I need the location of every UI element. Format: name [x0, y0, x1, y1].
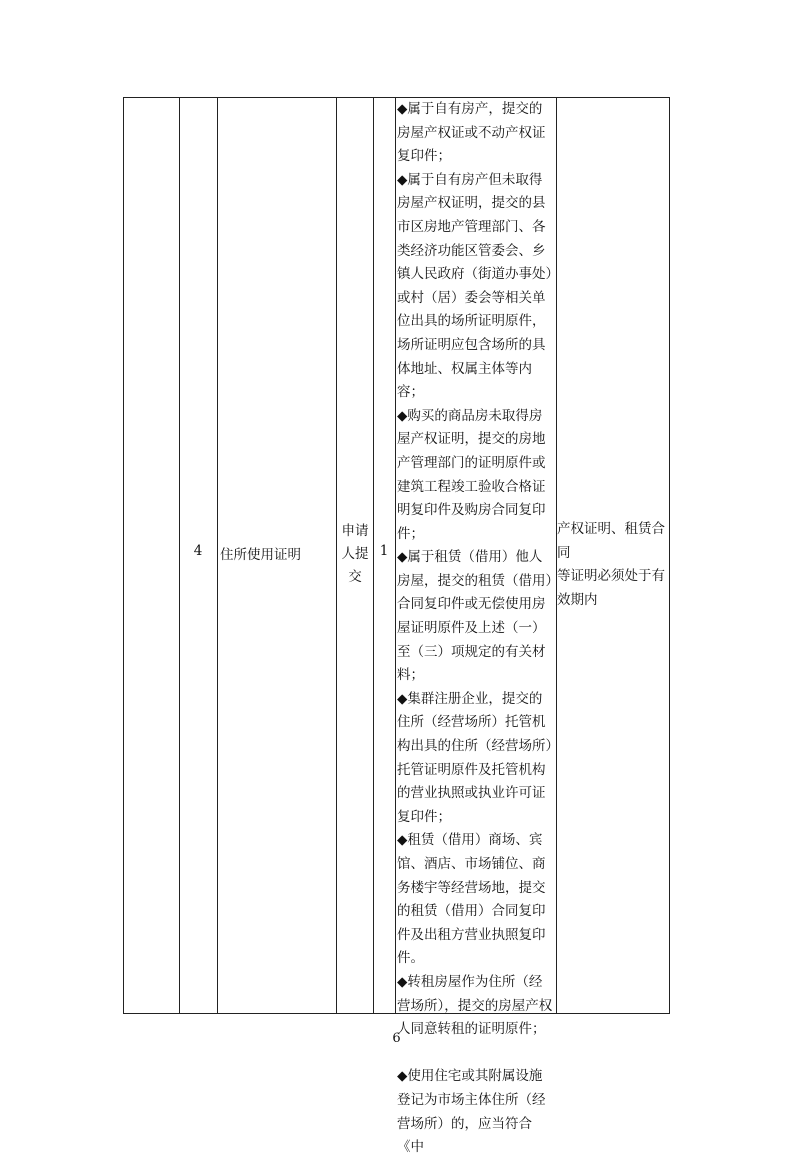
submission-method [337, 520, 373, 589]
requirement-line: 房屋产权证明，提交的县 [397, 195, 546, 212]
requirement-line: 的营业执照或执业许可证 [397, 785, 546, 802]
requirement-line: 屋证明原件及上述（一） [397, 620, 546, 637]
remarks [557, 518, 670, 612]
remark-line: 效期内 [557, 591, 598, 608]
requirement-line: 复印件； [397, 808, 451, 825]
requirement-line: ◆属于自有房产但未取得 [397, 171, 543, 188]
materials-table [123, 97, 670, 1156]
method-line: 人提 [341, 546, 369, 562]
requirement-line: 位出具的场所证明原件， [397, 313, 546, 330]
requirement-line: 件； [397, 525, 424, 542]
method-line: 交 [348, 569, 362, 585]
material-name: 住所使用证明 [220, 547, 301, 563]
requirement-line: 务楼宇等经营场地，提交 [397, 879, 546, 896]
requirement-line: ◆购买的商品房未取得房 [397, 407, 543, 424]
requirement-line: ◆转租房屋作为住所（经 [397, 973, 543, 990]
copy-count: 1 [379, 543, 389, 559]
requirement-line: ◆属于租赁（借用）他人 [397, 549, 543, 566]
requirement-line: ◆属于自有房产，提交的 [397, 101, 543, 117]
requirement-line: 明复印件及购房合同复印 [397, 502, 546, 519]
requirement-line: 体地址、权属主体等内容； [397, 360, 532, 401]
requirement-line: 住所（经营场所）托管机 [397, 714, 546, 731]
requirement-line: 营场所）的，应当符合《中 [397, 1115, 532, 1156]
requirement-line: 屋产权证明，提交的房地 [397, 431, 546, 448]
requirement-line: 市区房地产管理部门、各 [397, 218, 546, 235]
requirement-line: 至（三）项规定的有关材 [397, 643, 546, 660]
requirement-line: ◆租赁（借用）商场、宾 [397, 832, 543, 849]
requirement-line: 镇人民政府（街道办事处） [397, 266, 559, 283]
requirement-line: 件及出租方营业执照复印 [397, 926, 546, 943]
requirement-line: 场所证明应包含场所的具 [397, 336, 546, 353]
requirement-line: 营场所），提交的房屋产权 [397, 997, 553, 1014]
requirement-line: 件。 [397, 950, 424, 967]
requirement-line: 或村（居）委会等相关单 [397, 289, 546, 306]
requirement-line: 料； [397, 667, 424, 684]
requirement-line: 合同复印件或无偿使用房 [397, 596, 546, 613]
requirement-line: ◆集群注册企业，提交的 [397, 690, 543, 707]
requirement-line: 构出具的住所（经营场所） [397, 738, 559, 755]
requirement-line: 登记为市场主体住所（经 [397, 1091, 546, 1108]
column-divider [395, 98, 396, 1013]
remark-line: 等证明必须处于有 [557, 568, 665, 585]
row-number: 4 [193, 543, 203, 559]
requirement-line: 复印件； [397, 148, 451, 165]
requirement-line: 托管证明原件及托管机构 [397, 761, 546, 778]
page-number: 6 [392, 1031, 401, 1046]
requirement-line: 建筑工程竣工验收合格证 [397, 478, 546, 495]
requirement-line: 人同意转租的证明原件； [397, 1021, 546, 1038]
remark-line: 产权证明、租赁合同 [557, 521, 665, 561]
requirement-line: 的租赁（借用）合同复印 [397, 903, 546, 920]
material-requirements [397, 98, 557, 1160]
requirement-line: 类经济功能区管委会、乡 [397, 242, 546, 259]
requirement-line: ◆使用住宅或其附属设施 [397, 1068, 543, 1085]
method-line: 申请 [341, 523, 369, 539]
requirement-line: 产管理部门的证明原件或 [397, 454, 546, 471]
requirement-line: 房屋产权证或不动产权证 [397, 124, 546, 141]
requirement-line: 馆、酒店、市场铺位、商 [397, 856, 546, 872]
requirement-line: 房屋，提交的租赁（借用） [397, 572, 559, 589]
